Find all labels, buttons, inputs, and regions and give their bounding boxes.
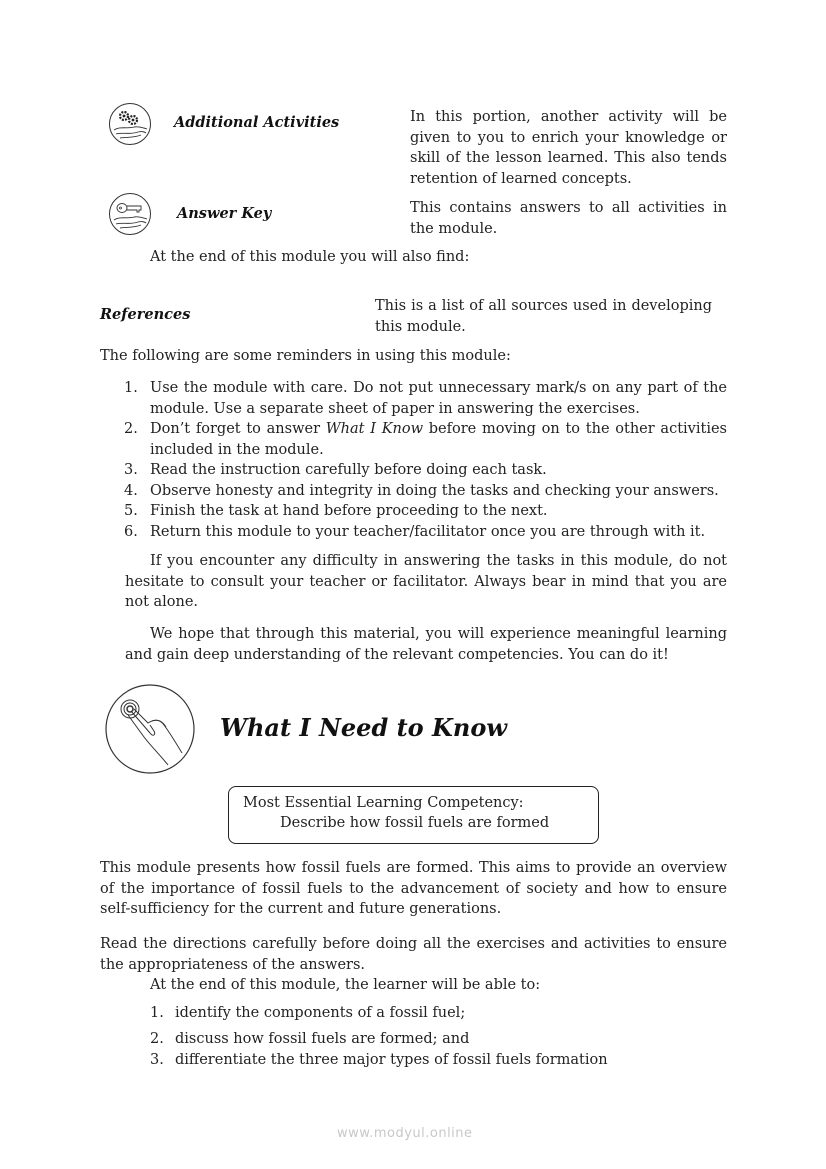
key-in-hand-icon [108,192,152,236]
additional-activities-row [100,100,730,192]
section-title: What I Need to Know [220,713,508,742]
gears-in-hand-icon [108,102,152,146]
objectives-list [150,1003,730,1071]
references-description: This is a list of all sources used in developing this module. [375,298,712,335]
hope-paragraph: We hope that through this material, you will experience meaningful learning and gain deep understanding of the relevant competencies. You can do it! [125,626,727,663]
reminder-item: 6. Return this module to your teacher/facilitator once you are through with it. [124,523,706,540]
answer-key-label: Answer Key [177,205,272,222]
competency-box [228,786,599,844]
reminder-item: 2. Don’t forget to answer What I Know before moving on to the other activities included in the module. [124,421,727,458]
difficulty-paragraph: If you encounter any difficulty in answering the tasks in this module, do not hesitate to consult your teacher or facilitator. Always bear in mind that you are not alone. [125,553,727,610]
pointing-hand-icon [104,683,196,775]
competency-value: Describe how fossil fuels are formed [280,815,550,831]
objectives-intro: At the end of this module, the learner will be able to: [150,977,541,993]
reminders-list [124,378,727,542]
reminder-item: 1. Use the module with care. Do not put unnecessary mark/s on any part of the module. Use a separate sheet of paper in answering the exercises. [124,380,727,417]
objective-item: 3. differentiate the three major types of fossil fuels formation [150,1052,608,1068]
competency-label: Most Essential Learning Competency: [243,795,524,811]
additional-activities-label: Additional Activities [174,114,340,131]
end-intro-text: At the end of this module you will also find: [150,249,470,265]
what-i-know-reference: What I Know [325,421,424,437]
reminder-item: 3. Read the instruction carefully before doing each task. [124,462,547,478]
overview-paragraph: This module presents how fossil fuels are formed. This aims to provide an overview of the importance of fossil fuels to the advancement of society and how to ensure self-sufficiency for the current and future generations. [100,860,727,917]
directions-paragraph: Read the directions carefully before doing all the exercises and activities to ensure the appropriateness of the answers. [100,936,727,973]
references-row [100,296,730,340]
objective-item: 2. discuss how fossil fuels are formed; and [150,1031,470,1047]
additional-activities-description: In this portion, another activity will be given to you to enrich your knowledge or skill of the lesson learned. This also tends retention of learned concepts. [410,109,727,187]
reminder-item: 4. Observe honesty and integrity in doing the tasks and checking your answers. [124,482,719,499]
answer-key-description: This contains answers to all activities in the module. [410,200,727,237]
objective-item: 1. identify the components of a fossil fuel; [150,1005,466,1021]
reminders-intro: The following are some reminders in using this module: [100,348,511,364]
references-label: References [100,306,191,323]
footer-watermark: www.modyul.online [337,1126,473,1141]
answer-key-row [100,192,730,242]
reminder-item: 5. Finish the task at hand before proceeding to the next. [124,503,548,519]
